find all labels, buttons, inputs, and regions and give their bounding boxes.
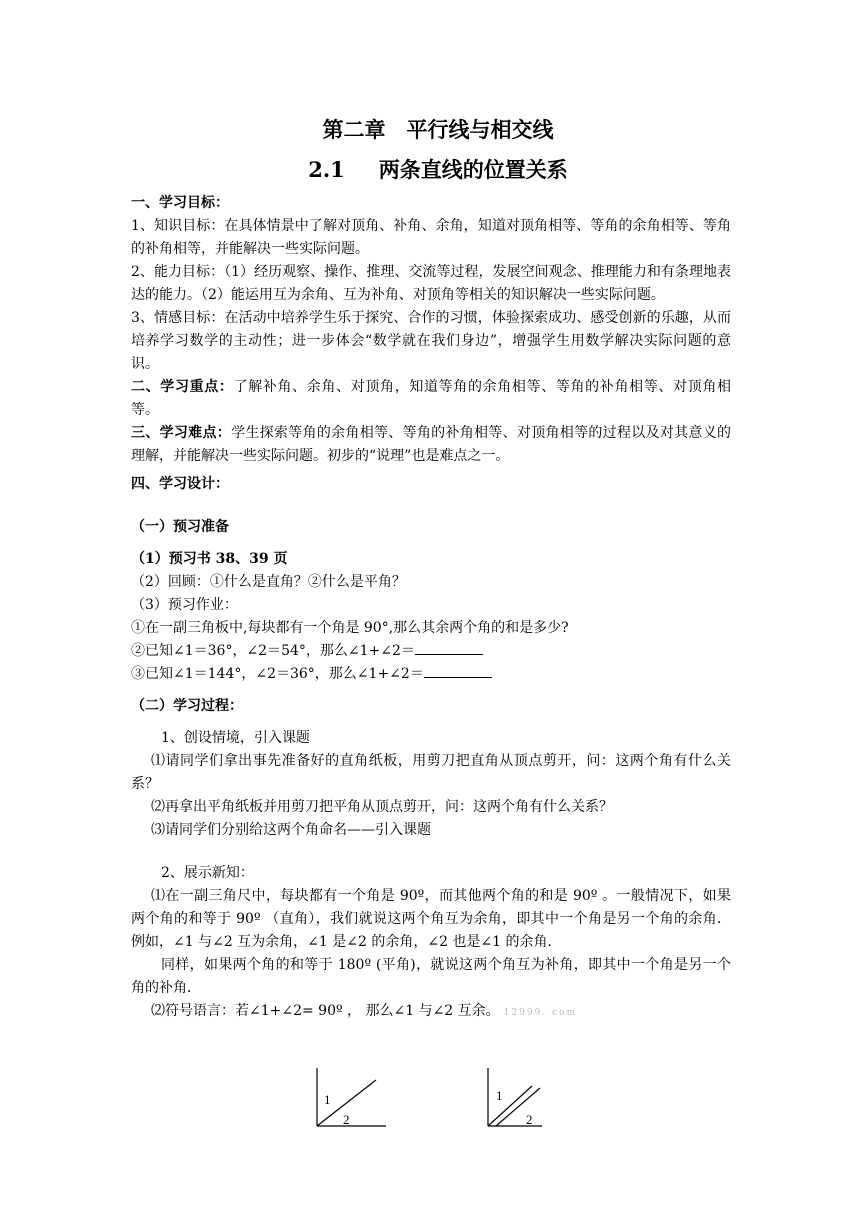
key-points — [131, 376, 731, 422]
preview-item-2: （2）回顾：①什么是直角？②什么是平角？ — [131, 574, 406, 590]
objectives-heading: 一、学习目标： — [131, 195, 229, 211]
figure-1-angle-1-label: 1 — [324, 1092, 331, 1107]
key-points-heading: 二、学习重点： — [131, 379, 234, 395]
preview-question-3-text: ③已知∠1＝144°，∠2＝36°，那么∠1+∠2＝ — [131, 666, 424, 682]
complementary-angle-figure — [310, 1066, 390, 1130]
difficulties-heading: 三、学习难点： — [131, 425, 232, 441]
section-title — [145, 148, 731, 192]
knowledge-objective: 1、知识目标：在具体情景中了解对顶角、补角、余角，知道对顶角相等、等角的余角相等、等角的补角相等，并能解决一些实际问题。 — [131, 218, 731, 257]
symbol-language-text: ⑵符号语言：若∠1+∠2= 90º ， 那么∠1 与∠2 互余。 — [151, 1003, 500, 1019]
figure-2-angle-1-label: 1 — [496, 1088, 503, 1103]
key-points-text: 了解补角、余角、对顶角，知道等角的余角相等、等角的补角相等、对顶角相等。 — [131, 379, 732, 418]
process-step-1: 1、创设情境，引入课题 — [161, 730, 310, 746]
watermark: 12999. com — [503, 1008, 578, 1018]
preview-question-2-text: ②已知∠1＝36°，∠2＝54°，那么∠1+∠2＝ — [131, 643, 415, 659]
process-paragraph-4: ⑴在一副三角尺中，每块都有一个角是 90º，而其他两个角的和是 90º 。一般情况下，如果两个角的和等于 90º （直角），我们就说这两个角互为余角，即其中一个角是另一个角的余角．例如，∠1 与∠2 互为余角，∠1 是∠2 的余角，∠2 也是∠1 的余角． — [131, 888, 731, 950]
process-paragraph-2: ⑵再拿出平角纸板并用剪刀把平角从顶点剪开，问：这两个角有什么关系？ — [151, 799, 613, 815]
process-paragraph-3: ⑶请同学们分别给这两个角命名——引入课题 — [151, 822, 431, 838]
preview-question-1: ①在一副三角板中,每块都有一个角是 90°,那么其余两个角的和是多少? — [131, 620, 569, 636]
answer-blank[interactable] — [415, 642, 483, 655]
design-heading: 四、学习设计： — [131, 476, 229, 492]
process-heading: （二）学习过程： — [131, 698, 243, 714]
chapter-title: 第二章 平行线与相交线 — [322, 117, 554, 142]
figure-1-angle-2-label: 2 — [343, 1112, 350, 1127]
preview-question-2 — [131, 640, 731, 663]
ability-objective: 2、能力目标：（1）经历观察、操作、推理、交流等过程，发展空间观念、推理能力和有条理地表达的能力。（2）能运用互为余角、互为补角、对顶角等相关的知识解决一些实际问题。 — [131, 264, 731, 303]
preview-question-3 — [131, 663, 731, 686]
angle-pair-figure — [482, 1066, 562, 1130]
section-name: 两条直线的位置关系 — [378, 157, 568, 182]
emotion-objective: 3、情感目标：在活动中培养学生乐于探究、合作的习惯，体验探索成功、感受创新的乐趣，从而培养学习数学的主动性；进一步体会“数学就在我们身边”，增强学生用数学解决实际问题的意识。 — [131, 310, 731, 372]
figure-2-angle-2-label: 2 — [526, 1112, 533, 1127]
difficulties-text: 学生探索等角的余角相等、等角的补角相等、对顶角相等的过程以及对其意义的理解，并能解决一些实际问题。初步的“说理”也是难点之一。 — [131, 425, 732, 464]
difficulties — [131, 422, 731, 468]
answer-blank[interactable] — [424, 665, 492, 678]
process-paragraph-5: 同样，如果两个角的和等于 180º (平角)，就说这两个角互为补角，即其中一个角是另一个角的补角． — [131, 957, 731, 996]
section-number: 2.1 — [308, 157, 345, 182]
preview-item-3: （3）预习作业： — [131, 597, 238, 613]
figure-2-ray-b — [496, 1088, 540, 1126]
process-paragraph-6 — [131, 1000, 731, 1025]
process-paragraph-1: ⑴请同学们拿出事先准备好的直角纸板，用剪刀把直角从顶点剪开，问：这两个角有什么关系？ — [131, 753, 731, 792]
document-body — [131, 112, 731, 1025]
preview-heading: （一）预习准备 — [131, 519, 229, 535]
process-step-2: 2、展示新知： — [161, 865, 254, 881]
preview-item-1: （1）预习书 38、39 页 — [131, 551, 288, 567]
